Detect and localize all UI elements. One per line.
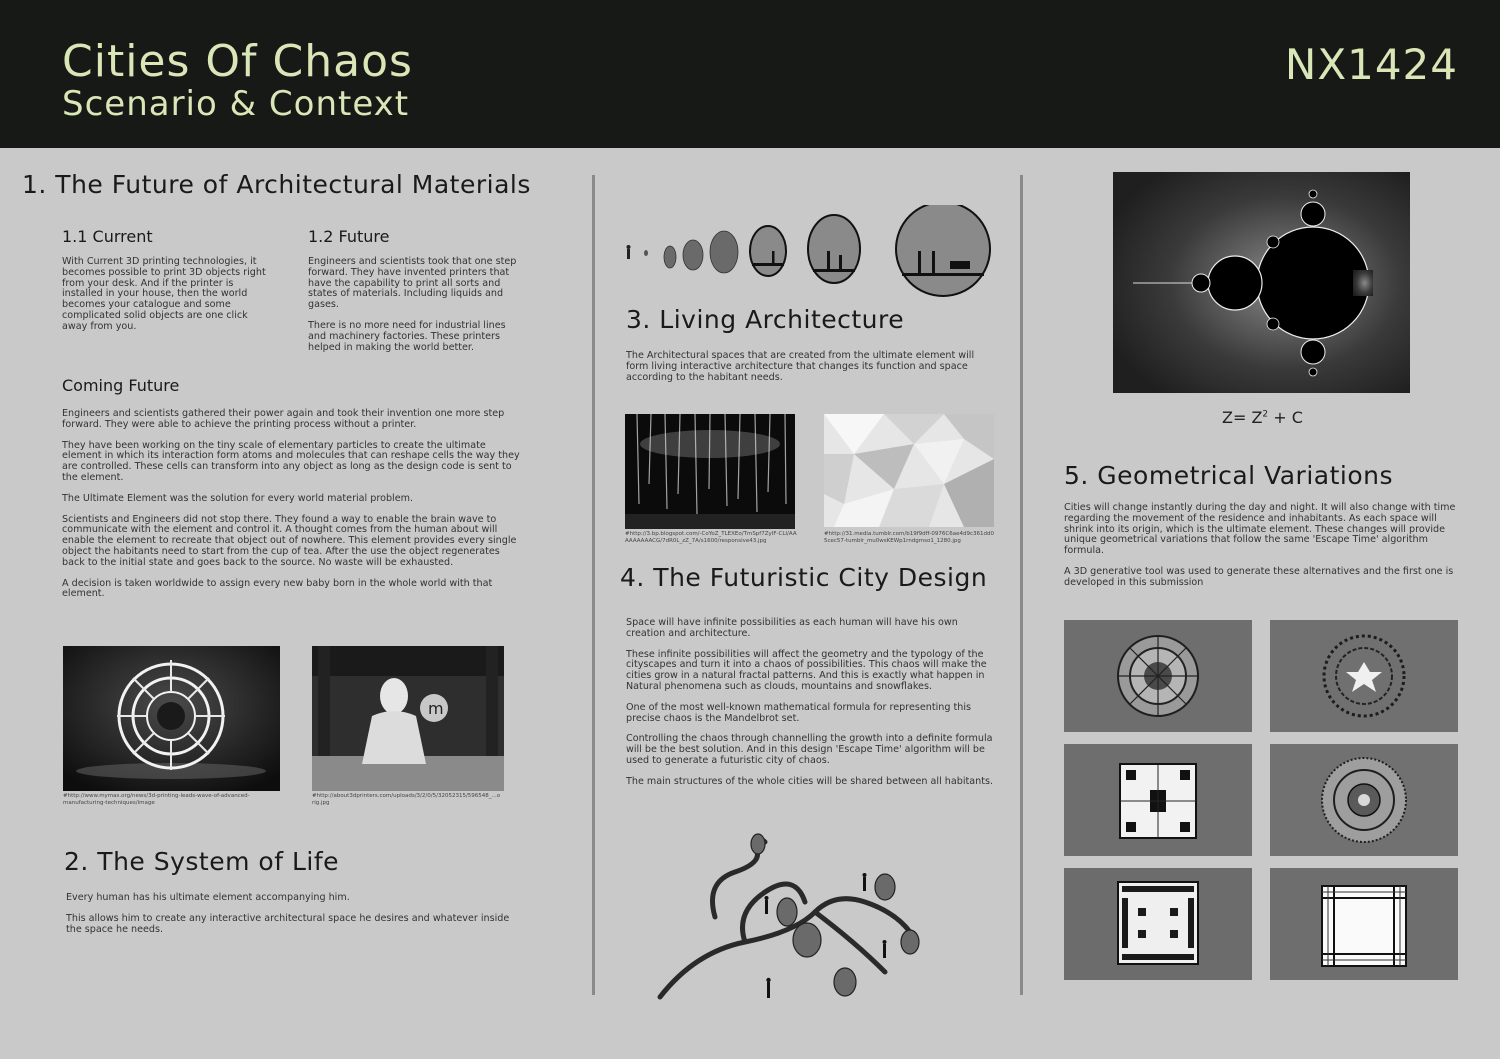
section2-text: Every human has his ultimate element accompanying him. This allows him to create any interactive architectural space he desires and whatever inside the space he needs. xyxy=(66,892,510,935)
coming-future-text: Engineers and scientists gathered their power again and took their invention one more step forward. They were able to achieve the printing process without a printer. They have been working on the tiny scale of elementary particles to create the ultimate element in which its interaction form atoms and molecules that can reshape cells the way they are controlled. These cells can transform into any object as long as the design code is sent to the element. The Ultimate Element was the solution for every world material problem. Scientists and Engineers did not stop there. They found a way to enable the brain wave to communicate with the element and control it. A thought comes from the human about will enable the element to recreate that object out of nowhere. This element provides every single object the habitants need to start from the cup of tea. After the use the object regenerates back to the initial state and goes back to the source. No waste will be exhausted. A decision is taken worldwide to assign every new baby born in the whole world with that element. xyxy=(62,408,520,600)
section5-text: Cities will change instantly during the day and night. It will also change with time regarding the movement of the residence and inhabitants. As each space will shrink into its origin, which is the ultimate element. These changes will provide unique geometrical variations that follow the same 'Escape Time' algorithm formula. A 3D generative tool was used to generate these alternatives and the first one is developed in this submission xyxy=(1064,502,1456,588)
variation-3-image xyxy=(1064,744,1252,856)
section4-heading: 4. The Futuristic City Design xyxy=(620,563,988,592)
section4-text: Space will have infinite possibilities as each human will have his own creation and architecture. These infinite possibilities will affect the geometry and the typology of the cityscapes and turn it into a chaos of possibilities. This chaos will make the cities grow in a natural fractal patterns. And this is exactly what happen in Natural phenomena such as clouds, mountains and snowflakes. One of the most well-known mathematical formula for representing this precise chaos is the Mandelbrot set. Controlling the chaos through channelling the growth into a definite formula will be the best solution. And in this design 'Escape Time' algorithm will be used to generate a futuristic city of chaos. The main structures of the whole cities will be shared between all habitants. xyxy=(626,617,994,787)
forest-installation-image xyxy=(625,414,795,529)
variation-1-image xyxy=(1064,620,1252,732)
mandelbrot-formula: $Z= Z^2 + C$ xyxy=(1222,408,1303,427)
variation-2-image xyxy=(1270,620,1458,732)
printed-sculpture-image xyxy=(63,646,280,791)
section1-heading: 1. The Future of Architectural Materials xyxy=(22,170,531,199)
mandelbrot-set-image xyxy=(1113,172,1410,393)
poster-header xyxy=(0,0,1500,148)
geometry-caption: #http://31.media.tumblr.com/b19f9dff-0976C6ae4d9c361dd05cec57-tumblr_mu0wsKEWp1rndgmso1_1280.jpg xyxy=(824,531,994,544)
submission-code: NX1424 xyxy=(1284,40,1458,89)
fractal-city-sketch-image xyxy=(655,832,945,1007)
current-text: With Current 3D printing technologies, it becomes possible to print 3D objects right from your desk. And if the printer is installed in your house, then the world becomes your catalogue and some complicated solid objects are one click away from you. xyxy=(62,256,266,332)
sculpture-caption: #http://www.mymas.org/news/3d-printing-leads-wave-of-advanced-manufacturing-techniques/image xyxy=(63,793,250,806)
current-title: 1.1 Current xyxy=(62,227,153,246)
section3-text: The Architectural spaces that are created from the ultimate element will form living interactive architecture that changes its function and space according to the habitant needs. xyxy=(626,350,975,383)
future-title: 1.2 Future xyxy=(308,227,390,246)
poster-subtitle: Scenario & Context xyxy=(62,84,410,124)
variation-5-image xyxy=(1064,868,1252,980)
section2-heading: 2. The System of Life xyxy=(64,847,340,876)
section3-heading: 3. Living Architecture xyxy=(626,305,905,334)
future-text: Engineers and scientists took that one step forward. They have invented printers that have the capability to print all sorts and states of materials. Including liquids and gases. There is no more need for industrial lines and machinery factories. These printers helped in making the world better. xyxy=(308,256,517,353)
column-divider-right xyxy=(1020,175,1023,995)
white-folded-geometry-image xyxy=(824,414,994,527)
svg-text:m: m xyxy=(428,699,444,718)
printer-caption: #http://about3dprinters.com/uploads/3/2/0/5/32052315/596548_...orig.jpg xyxy=(312,793,501,806)
poster-title: Cities Of Chaos xyxy=(62,36,413,87)
3d-printer-image xyxy=(312,646,504,791)
coming-future-title: Coming Future xyxy=(62,376,180,395)
column-divider-left xyxy=(592,175,595,995)
variation-4-image xyxy=(1270,744,1458,856)
section5-heading: 5. Geometrical Variations xyxy=(1064,461,1394,490)
living-spaces-sequence-image xyxy=(620,205,996,301)
variation-6-image xyxy=(1270,868,1458,980)
forest-caption: #http://3.bp.blogspot.com/-CoYoZ_TLEXEo/TmSpf7ZyIF-CLI/AAAAAAAAACG/7dR0L_zZ_7A/s1600/responsive43.jpg xyxy=(625,531,797,544)
